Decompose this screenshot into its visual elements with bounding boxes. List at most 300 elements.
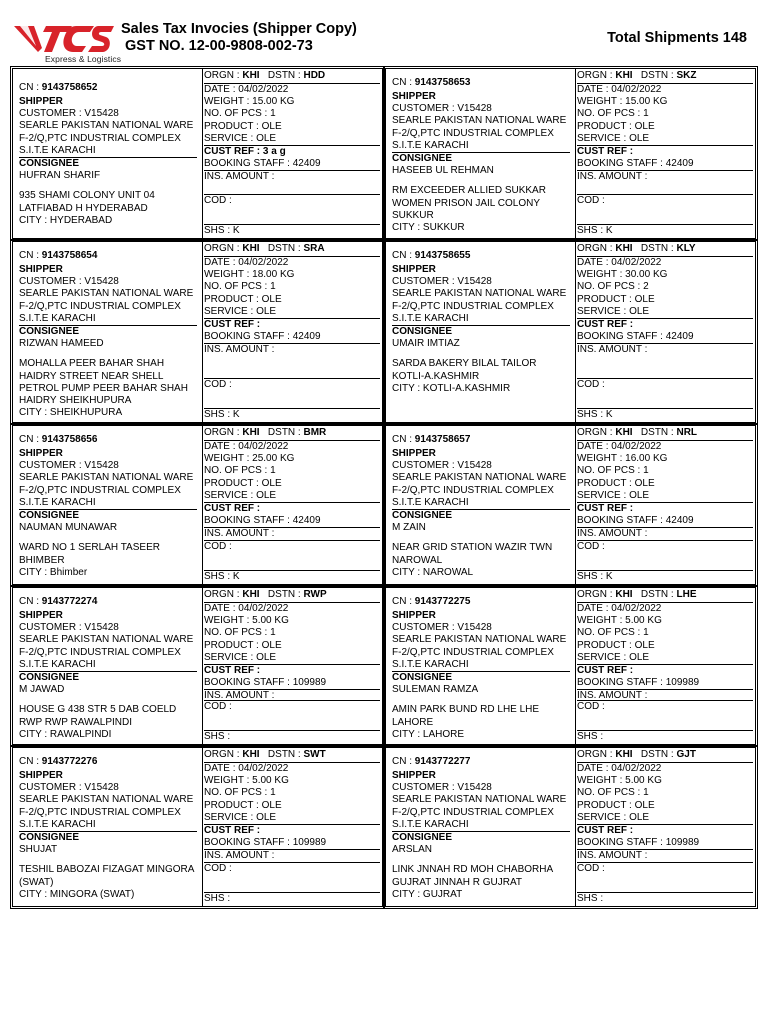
shs-label: SHS : bbox=[577, 409, 606, 420]
shipment-details bbox=[204, 762, 380, 863]
shipment-left-column bbox=[392, 91, 570, 234]
date-label: DATE : bbox=[204, 763, 239, 774]
cod-block bbox=[204, 194, 380, 207]
shipper-address-line2: S.I.T.E KARACHI bbox=[392, 496, 469, 508]
shipment-right-column bbox=[575, 242, 753, 422]
product-label: PRODUCT : bbox=[204, 639, 262, 651]
service-label: SERVICE : bbox=[577, 305, 630, 317]
consignee-address: TESHIL BABOZAI FIZAGAT MINGORA (SWAT) bbox=[19, 864, 194, 888]
shipment-card-9143758657 bbox=[385, 425, 756, 585]
product-line bbox=[577, 121, 753, 133]
shipment-right-column bbox=[575, 588, 753, 744]
pcs-value: 1 bbox=[643, 787, 649, 799]
pcs-line bbox=[577, 108, 753, 120]
shs-label: SHS : bbox=[577, 731, 604, 742]
shipment-details-top bbox=[577, 243, 753, 255]
orgn-label: ORGN : bbox=[577, 749, 616, 760]
consignee-address: MOHALLA PEER BAHAR SHAH HAIDRY STREET NEAR SHELL PETROL PUMP PEER BAHAR SHAH HAIDRY SHEIKHUPURA bbox=[19, 358, 188, 407]
pcs-value: 1 bbox=[643, 627, 649, 639]
cn-number: 9143758657 bbox=[414, 434, 471, 445]
date-label: DATE : bbox=[204, 441, 239, 452]
origin-code: KHI bbox=[615, 589, 633, 600]
weight-value: 5.00 KG bbox=[252, 775, 289, 787]
consignee-city: CITY : KOTLI-A.KASHMIR bbox=[392, 382, 511, 394]
date-line bbox=[204, 83, 380, 96]
shipment-right-column bbox=[202, 242, 380, 422]
shipper-heading: SHIPPER bbox=[19, 96, 63, 107]
shipment-right-column bbox=[202, 69, 380, 238]
ins-amount-label: INS. AMOUNT : bbox=[577, 171, 648, 183]
dstn-label: DSTN : bbox=[267, 589, 304, 600]
booking-staff-value: 42409 bbox=[665, 158, 694, 170]
destination-code: GJT bbox=[676, 749, 696, 760]
shs-value: K bbox=[605, 571, 613, 582]
booking-staff-label: BOOKING STAFF : bbox=[577, 515, 666, 527]
orgn-dstn-line bbox=[577, 427, 753, 439]
product-value: OLE bbox=[634, 120, 655, 132]
destination-code: SWT bbox=[303, 749, 326, 760]
shipment-left-column bbox=[19, 610, 197, 741]
shs-block bbox=[204, 224, 380, 237]
destination-code: RWP bbox=[303, 589, 327, 600]
consignee-heading: CONSIGNEE bbox=[392, 152, 570, 165]
shs-block bbox=[577, 570, 753, 583]
date-line bbox=[577, 762, 753, 775]
pcs-line bbox=[204, 281, 380, 293]
dstn-label: DSTN : bbox=[640, 749, 677, 760]
date-label: DATE : bbox=[204, 84, 239, 95]
date-label: DATE : bbox=[204, 603, 239, 614]
origin-code: KHI bbox=[242, 427, 260, 438]
product-label: PRODUCT : bbox=[204, 293, 262, 305]
shs-line bbox=[577, 408, 753, 421]
customer-code: CUSTOMER : V15428 bbox=[19, 622, 119, 634]
service-value: OLE bbox=[629, 305, 650, 317]
weight-line bbox=[577, 453, 753, 465]
product-value: OLE bbox=[261, 639, 282, 651]
shipper-name: SEARLE PAKISTAN NATIONAL WARE bbox=[19, 472, 194, 484]
date-value: 04/02/2022 bbox=[611, 603, 662, 614]
consignee-heading: CONSIGNEE bbox=[19, 509, 197, 522]
product-label: PRODUCT : bbox=[204, 477, 262, 489]
shs-block bbox=[204, 892, 380, 905]
product-label: PRODUCT : bbox=[204, 120, 262, 132]
consignee-name: HASEEB UL REHMAN bbox=[392, 165, 494, 177]
product-line bbox=[204, 800, 380, 812]
gst-number: GST NO. 12-00-9808-002-73 bbox=[125, 38, 313, 54]
shs-value: K bbox=[232, 225, 240, 236]
cn-line bbox=[392, 434, 470, 446]
shs-line bbox=[577, 730, 753, 743]
shipments-grid bbox=[12, 68, 756, 909]
shs-value: K bbox=[232, 409, 240, 420]
shipper-address-line1: F-2/Q,PTC INDUSTRIAL COMPLEX bbox=[392, 127, 554, 139]
booking-staff-value: 42409 bbox=[292, 331, 321, 343]
service-value: OLE bbox=[256, 651, 277, 663]
date-line bbox=[577, 83, 753, 96]
service-label: SERVICE : bbox=[577, 651, 630, 663]
product-label: PRODUCT : bbox=[577, 293, 635, 305]
consignee-name: HUFRAN SHARIF bbox=[19, 170, 101, 182]
service-label: SERVICE : bbox=[204, 305, 257, 317]
customer-code: CUSTOMER : V15428 bbox=[392, 460, 492, 472]
shipment-card-9143772275 bbox=[385, 587, 756, 745]
destination-code: SKZ bbox=[676, 70, 697, 81]
consignee-heading: CONSIGNEE bbox=[19, 325, 197, 338]
service-line bbox=[204, 652, 380, 664]
service-label: SERVICE : bbox=[204, 811, 257, 823]
shipment-details bbox=[204, 440, 380, 541]
shipment-card-9143758655 bbox=[385, 241, 756, 423]
cod-label: COD : bbox=[204, 195, 232, 206]
consignee-address: WARD NO 1 SERLAH TASEER BHIMBER bbox=[19, 542, 160, 566]
cod-line bbox=[577, 862, 753, 875]
destination-code: NRL bbox=[676, 427, 698, 438]
shipment-details bbox=[204, 602, 380, 703]
cust-ref-line bbox=[204, 664, 380, 677]
consignee-heading: CONSIGNEE bbox=[392, 831, 570, 844]
shs-label: SHS : bbox=[577, 893, 604, 904]
cn-label: CN : bbox=[19, 756, 42, 767]
shs-label: SHS : bbox=[204, 893, 231, 904]
ins-amount-label: INS. AMOUNT : bbox=[577, 690, 648, 702]
shipment-details-top bbox=[577, 427, 753, 439]
consignee-city: CITY : SUKKUR bbox=[392, 222, 465, 234]
shipment-left-column bbox=[19, 264, 197, 419]
orgn-label: ORGN : bbox=[204, 749, 243, 760]
cust-ref-line bbox=[577, 502, 753, 515]
product-value: OLE bbox=[634, 639, 655, 651]
shipper-address-line1: F-2/Q,PTC INDUSTRIAL COMPLEX bbox=[392, 300, 554, 312]
cod-label: COD : bbox=[204, 701, 232, 712]
cust-ref-line bbox=[577, 824, 753, 837]
weight-value: 18.00 KG bbox=[252, 269, 295, 281]
shipper-name: SEARLE PAKISTAN NATIONAL WARE bbox=[19, 634, 194, 646]
service-line bbox=[204, 306, 380, 318]
booking-staff-label: BOOKING STAFF : bbox=[204, 158, 293, 170]
ins-amount-line bbox=[577, 343, 753, 356]
cust-ref-line bbox=[577, 318, 753, 331]
shipper-heading: SHIPPER bbox=[19, 610, 63, 621]
date-label: DATE : bbox=[577, 603, 612, 614]
date-line bbox=[577, 602, 753, 615]
weight-label: WEIGHT : bbox=[577, 453, 626, 465]
service-value: OLE bbox=[256, 132, 277, 144]
product-label: PRODUCT : bbox=[577, 799, 635, 811]
cod-line bbox=[204, 378, 380, 391]
consignee-heading: CONSIGNEE bbox=[392, 325, 570, 338]
ins-amount-label: INS. AMOUNT : bbox=[577, 850, 648, 862]
weight-line bbox=[204, 96, 380, 108]
shipment-card-9143758656 bbox=[12, 425, 383, 585]
shipment-card-9143758654 bbox=[12, 241, 383, 423]
shipper-address-line2: S.I.T.E KARACHI bbox=[392, 658, 469, 670]
shs-value: K bbox=[232, 571, 240, 582]
consignee-heading: CONSIGNEE bbox=[19, 671, 197, 684]
cust-ref-label: CUST REF : bbox=[577, 665, 634, 677]
service-value: OLE bbox=[629, 489, 650, 501]
shs-block bbox=[577, 224, 753, 237]
shs-block bbox=[577, 730, 753, 743]
pcs-value: 1 bbox=[270, 787, 276, 799]
cn-label: CN : bbox=[392, 756, 415, 767]
shs-block bbox=[204, 730, 380, 743]
product-value: OLE bbox=[261, 799, 282, 811]
consignee-name: ARSLAN bbox=[392, 844, 433, 856]
consignee-city: CITY : GUJRAT bbox=[392, 888, 463, 900]
weight-label: WEIGHT : bbox=[204, 615, 253, 627]
shipment-left-column bbox=[19, 448, 197, 579]
weight-value: 5.00 KG bbox=[252, 615, 289, 627]
weight-value: 5.00 KG bbox=[625, 615, 662, 627]
shipment-right-column bbox=[575, 426, 753, 584]
shipper-address-line1: F-2/Q,PTC INDUSTRIAL COMPLEX bbox=[19, 646, 181, 658]
booking-staff-line bbox=[577, 677, 753, 689]
booking-staff-label: BOOKING STAFF : bbox=[577, 837, 666, 849]
shipper-address-line1: F-2/Q,PTC INDUSTRIAL COMPLEX bbox=[19, 484, 181, 496]
booking-staff-value: 42409 bbox=[665, 331, 694, 343]
shipper-heading: SHIPPER bbox=[19, 770, 63, 781]
shs-line bbox=[204, 224, 380, 237]
shipment-details-top bbox=[577, 749, 753, 761]
booking-staff-value: 109989 bbox=[292, 837, 327, 849]
dstn-label: DSTN : bbox=[640, 427, 677, 438]
date-value: 04/02/2022 bbox=[611, 257, 662, 268]
product-line bbox=[204, 640, 380, 652]
cod-label: COD : bbox=[204, 541, 232, 552]
booking-staff-line bbox=[204, 837, 380, 849]
pcs-line bbox=[577, 281, 753, 293]
cod-block bbox=[577, 194, 753, 207]
document-title: Sales Tax Invocies (Shipper Copy) bbox=[121, 21, 357, 37]
date-line bbox=[204, 440, 380, 453]
shipper-name: SEARLE PAKISTAN NATIONAL WARE bbox=[392, 115, 567, 127]
shipment-left-column bbox=[392, 610, 570, 741]
cn-number: 9143758655 bbox=[414, 250, 471, 261]
origin-code: KHI bbox=[615, 749, 633, 760]
shs-line bbox=[577, 224, 753, 237]
consignee-city: CITY : MINGORA (SWAT) bbox=[19, 888, 135, 900]
date-line bbox=[204, 602, 380, 615]
page-header bbox=[0, 0, 768, 68]
pcs-label: NO. OF PCS : bbox=[204, 108, 271, 120]
weight-value: 5.00 KG bbox=[625, 775, 662, 787]
shs-line bbox=[204, 730, 380, 743]
destination-code: BMR bbox=[303, 427, 327, 438]
cod-label: COD : bbox=[577, 863, 605, 874]
weight-value: 25.00 KG bbox=[252, 453, 295, 465]
destination-code: SRA bbox=[303, 243, 325, 254]
pcs-value: 1 bbox=[643, 465, 649, 477]
cn-line bbox=[392, 77, 470, 89]
date-value: 04/02/2022 bbox=[238, 603, 289, 614]
cn-label: CN : bbox=[19, 82, 42, 93]
dstn-label: DSTN : bbox=[267, 70, 304, 81]
cod-block bbox=[577, 700, 753, 713]
customer-code: CUSTOMER : V15428 bbox=[392, 622, 492, 634]
shipment-card-9143758652 bbox=[12, 68, 383, 239]
cust-ref-label: CUST REF : bbox=[204, 665, 261, 677]
shipment-left-column bbox=[392, 770, 570, 901]
shipper-address-line1: F-2/Q,PTC INDUSTRIAL COMPLEX bbox=[19, 132, 181, 144]
cod-line bbox=[204, 700, 380, 713]
customer-code: CUSTOMER : V15428 bbox=[392, 782, 492, 794]
pcs-label: NO. OF PCS : bbox=[577, 787, 644, 799]
shs-label: SHS : bbox=[204, 731, 231, 742]
shs-label: SHS : bbox=[204, 571, 233, 582]
product-line bbox=[204, 478, 380, 490]
shipper-heading: SHIPPER bbox=[392, 264, 436, 275]
pcs-label: NO. OF PCS : bbox=[577, 108, 644, 120]
pcs-value: 1 bbox=[270, 627, 276, 639]
origin-code: KHI bbox=[615, 427, 633, 438]
shipment-details bbox=[577, 256, 753, 357]
pcs-label: NO. OF PCS : bbox=[577, 281, 644, 293]
cod-line bbox=[577, 540, 753, 553]
date-value: 04/02/2022 bbox=[238, 257, 289, 268]
weight-line bbox=[577, 96, 753, 108]
cn-line bbox=[19, 434, 97, 446]
shipment-right-column bbox=[575, 748, 753, 906]
customer-code: CUSTOMER : V15428 bbox=[392, 276, 492, 288]
shipper-name: SEARLE PAKISTAN NATIONAL WARE bbox=[392, 472, 567, 484]
product-label: PRODUCT : bbox=[204, 799, 262, 811]
service-label: SERVICE : bbox=[204, 651, 257, 663]
shipment-left-column bbox=[19, 96, 197, 227]
dstn-label: DSTN : bbox=[267, 243, 304, 254]
ins-amount-label: INS. AMOUNT : bbox=[204, 528, 275, 540]
consignee-address: AMIN PARK BUND RD LHE LHE LAHORE bbox=[392, 704, 540, 728]
cn-line bbox=[19, 596, 97, 608]
orgn-label: ORGN : bbox=[204, 589, 243, 600]
pcs-line bbox=[577, 787, 753, 799]
consignee-address: LINK JNNAH RD MOH CHABORHA GUJRAT JINNAH R GUJRAT bbox=[392, 864, 553, 888]
service-value: OLE bbox=[629, 132, 650, 144]
shipper-address-line2: S.I.T.E KARACHI bbox=[19, 144, 96, 156]
total-shipments: Total Shipments 148 bbox=[607, 30, 747, 46]
shipment-details bbox=[577, 83, 753, 184]
pcs-value: 1 bbox=[270, 465, 276, 477]
weight-label: WEIGHT : bbox=[577, 269, 626, 281]
cust-ref-line bbox=[577, 145, 753, 158]
shipment-details-top bbox=[204, 70, 380, 82]
product-line bbox=[204, 121, 380, 133]
shs-value: K bbox=[605, 409, 613, 420]
pcs-line bbox=[204, 108, 380, 120]
cod-label: COD : bbox=[204, 379, 232, 390]
shs-block bbox=[204, 408, 380, 421]
ins-amount-label: INS. AMOUNT : bbox=[577, 528, 648, 540]
shipment-details bbox=[204, 83, 380, 184]
orgn-dstn-line bbox=[204, 749, 380, 761]
consignee-address: NEAR GRID STATION WAZIR TWN NAROWAL bbox=[392, 542, 553, 566]
dstn-label: DSTN : bbox=[640, 243, 677, 254]
cn-label: CN : bbox=[19, 250, 42, 261]
cod-label: COD : bbox=[577, 701, 605, 712]
orgn-label: ORGN : bbox=[577, 70, 616, 81]
date-line bbox=[577, 440, 753, 453]
product-line bbox=[577, 640, 753, 652]
consignee-city: CITY : Bhimber bbox=[19, 566, 88, 578]
booking-staff-label: BOOKING STAFF : bbox=[204, 837, 293, 849]
service-line bbox=[577, 812, 753, 824]
cust-ref-label: CUST REF : bbox=[204, 146, 263, 158]
shipper-address-line1: F-2/Q,PTC INDUSTRIAL COMPLEX bbox=[392, 646, 554, 658]
date-line bbox=[577, 256, 753, 269]
booking-staff-label: BOOKING STAFF : bbox=[577, 677, 666, 689]
pcs-value: 2 bbox=[643, 281, 649, 293]
consignee-city: CITY : HYDERABAD bbox=[19, 214, 113, 226]
cust-ref-label: CUST REF : bbox=[577, 503, 634, 515]
service-line bbox=[577, 490, 753, 502]
cn-label: CN : bbox=[392, 434, 415, 445]
product-value: OLE bbox=[634, 799, 655, 811]
product-value: OLE bbox=[261, 120, 282, 132]
ins-amount-label: INS. AMOUNT : bbox=[204, 850, 275, 862]
ins-amount-label: INS. AMOUNT : bbox=[204, 344, 275, 356]
booking-staff-value: 109989 bbox=[665, 677, 700, 689]
date-value: 04/02/2022 bbox=[611, 763, 662, 774]
customer-code: CUSTOMER : V15428 bbox=[19, 782, 119, 794]
shs-line bbox=[577, 892, 753, 905]
orgn-label: ORGN : bbox=[204, 427, 243, 438]
consignee-name: M JAWAD bbox=[19, 684, 65, 696]
cn-number: 9143772275 bbox=[414, 596, 471, 607]
shs-block bbox=[204, 570, 380, 583]
date-value: 04/02/2022 bbox=[611, 84, 662, 95]
shipper-name: SEARLE PAKISTAN NATIONAL WARE bbox=[392, 794, 567, 806]
cn-line bbox=[19, 250, 97, 262]
ins-amount-line bbox=[577, 527, 753, 540]
shipper-heading: SHIPPER bbox=[392, 448, 436, 459]
cn-number: 9143758654 bbox=[41, 250, 98, 261]
orgn-label: ORGN : bbox=[577, 243, 616, 254]
origin-code: KHI bbox=[242, 749, 260, 760]
weight-label: WEIGHT : bbox=[204, 775, 253, 787]
service-value: OLE bbox=[629, 651, 650, 663]
shipper-address-line1: F-2/Q,PTC INDUSTRIAL COMPLEX bbox=[19, 806, 181, 818]
cod-block bbox=[577, 862, 753, 875]
customer-code: CUSTOMER : V15428 bbox=[19, 460, 119, 472]
origin-code: KHI bbox=[615, 243, 633, 254]
shipper-name: SEARLE PAKISTAN NATIONAL WARE bbox=[19, 288, 194, 300]
booking-staff-label: BOOKING STAFF : bbox=[577, 158, 666, 170]
service-line bbox=[204, 133, 380, 145]
shipment-right-column bbox=[575, 69, 753, 238]
date-label: DATE : bbox=[204, 257, 239, 268]
cn-number: 9143772274 bbox=[41, 596, 98, 607]
booking-staff-line bbox=[577, 158, 753, 170]
shipper-heading: SHIPPER bbox=[19, 448, 63, 459]
pcs-label: NO. OF PCS : bbox=[204, 787, 271, 799]
weight-line bbox=[577, 615, 753, 627]
product-label: PRODUCT : bbox=[577, 477, 635, 489]
ins-amount-line bbox=[577, 849, 753, 862]
consignee-heading: CONSIGNEE bbox=[392, 509, 570, 522]
weight-label: WEIGHT : bbox=[577, 775, 626, 787]
service-line bbox=[577, 306, 753, 318]
service-label: SERVICE : bbox=[577, 489, 630, 501]
product-line bbox=[577, 294, 753, 306]
ins-amount-line bbox=[204, 343, 380, 356]
shipment-details-top bbox=[577, 70, 753, 82]
cust-ref-line bbox=[204, 318, 380, 331]
orgn-dstn-line bbox=[577, 243, 753, 255]
booking-staff-line bbox=[204, 515, 380, 527]
cod-block bbox=[204, 862, 380, 875]
date-value: 04/02/2022 bbox=[238, 763, 289, 774]
service-line bbox=[204, 812, 380, 824]
